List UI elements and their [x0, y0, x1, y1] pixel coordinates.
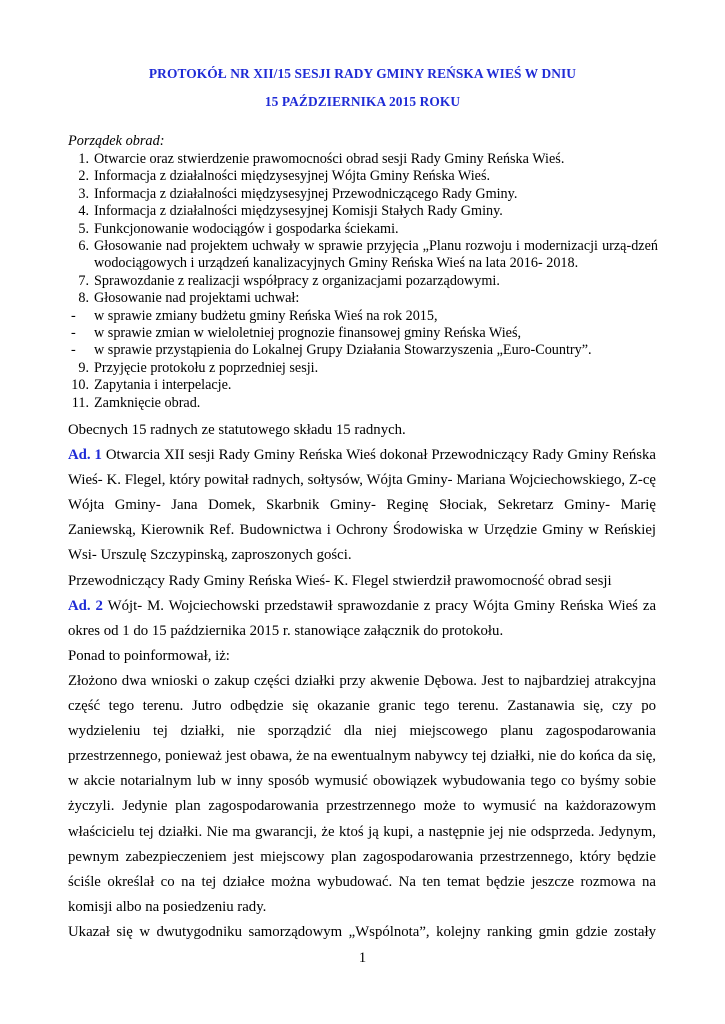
- ad1-text: Otwarcia XII sesji Rady Gminy Reńska Wieś dokonał Przewodniczący Rady Gminy Reńska Wieś- K. Flegel, który powitał radnych, sołtysów, Wójta Gminy- Mariana Wojciechowskiego, Z-cę Wójta Gminy- Jana Domek, Skarbnik Gminy- Reginę Słociak, Sekretarz Gminy- Marię Zaniewską, Kierownik Ref. Budownictwa i Ochrony Środowiska w Urzędzie Gminy w Reńskiej Wsi- Urszulę Szczypinską, zaproszonych gości.: [68, 447, 656, 564]
- agenda-item: [68, 395, 658, 412]
- agenda-item-marker: 3.: [78, 185, 89, 202]
- agenda-item-marker: 10.: [71, 377, 89, 394]
- agenda-item-marker: 1.: [78, 151, 89, 167]
- informed-paragraph: Ponad to poinformował, iż:: [68, 647, 230, 664]
- quorum-paragraph: Przewodniczący Rady Gminy Reńska Wieś- K. Flegel stwierdził prawomocność obrad sesji: [68, 572, 612, 589]
- agenda-item-marker: 7.: [78, 272, 89, 289]
- agenda-item: [68, 168, 658, 185]
- agenda-item-marker: 4.: [78, 203, 89, 220]
- agenda-item-text: w sprawie zmiany budżetu gminy Reńska Wieś na rok 2015,: [94, 307, 438, 324]
- agenda-item-marker: -: [71, 325, 76, 342]
- agenda-item-marker: 9.: [78, 359, 89, 376]
- agenda-item: [68, 342, 658, 359]
- agenda-list: [68, 151, 658, 412]
- agenda-heading: Porządek obrad:: [68, 133, 165, 149]
- agenda-item-text: Przyjęcie protokołu z poprzedniej sesji.: [94, 359, 319, 376]
- page-number: 1: [358, 950, 367, 966]
- agenda-item: [68, 325, 658, 342]
- protocol-title-line-2: 15 PAŹDZIERNIKA 2015 ROKU: [264, 94, 461, 109]
- agenda-item: [68, 308, 658, 325]
- agenda-item-marker: 6.: [78, 238, 89, 255]
- agenda-item-text: Informacja z działalności międzysesyjnej Komisji Stałych Rady Gminy.: [94, 203, 503, 220]
- agenda-item-text: Otwarcie oraz stwierdzenie prawomocności obrad sesji Rady Gminy Reńska Wieś.: [94, 151, 565, 167]
- ad2-paragraph: [68, 594, 656, 644]
- agenda-item-marker: 11.: [71, 394, 89, 411]
- protocol-body: [68, 418, 656, 945]
- agenda-item-text: w sprawie przystąpienia do Lokalnej Grupy Działania Stowarzyszenia „Euro-Country”.: [94, 342, 592, 359]
- agenda-item-text: w sprawie zmian w wieloletniej prognozie finansowej gminy Reńska Wieś,: [94, 325, 522, 342]
- agenda-item: [68, 186, 658, 203]
- agenda-item: [68, 377, 658, 394]
- agenda-item-text: Głosowanie nad projektami uchwał:: [94, 290, 300, 307]
- agenda-item-marker: -: [71, 307, 76, 324]
- ad1-paragraph: [68, 443, 656, 568]
- agenda-item: [68, 203, 658, 220]
- agenda-item-text: Sprawozdanie z realizacji współpracy z organizacjami pozarządowymi.: [94, 272, 500, 289]
- agenda-item-marker: 5.: [78, 220, 89, 237]
- agenda-item: [68, 221, 658, 238]
- agenda-item: [68, 151, 658, 168]
- agenda-item: [68, 290, 658, 307]
- agenda-item-marker: -: [71, 342, 76, 359]
- ad2-label: Ad. 2: [68, 597, 103, 614]
- plot-sale-paragraph: Złożono dwa wnioski o zakup części działki przy akwenie Dębowa. Jest to najbardziej atrakcyjna część tego terenu. Jutro odbędzie się okazanie granic tego terenu. Zastanawia się, czy po wydzieleniu tej działki, nie sporządzić dla niej miejscowego planu zagospodarowania przestrzennego, ponieważ jest obawa, że na ewentualnym nabywcy tej działki, nie do końca da się, w akcie notarialnym lub w inny sposób wymusić obowiązek wybudowania tego co byśmy sobie życzyli. Jedynie plan zagospodarowania przestrzennego może to wymusić na każdorazowym właścicielu tej działki. Nie ma gwarancji, że ktoś ją kupi, a następnie jej nie odsprzeda. Jedynym, pewnym zabezpieczeniem jest miejscowy plan zagospodarowania przestrzennego, który będzie ściśle określał co na tej działce można wybudować. Na ten temat będzie jeszcze rozmowa na komisji albo na posiedzeniu rady.: [68, 672, 656, 915]
- agenda-item: [68, 238, 658, 273]
- agenda-item-text: Informacja z działalności międzysesyjnej Przewodniczącego Rady Gminy.: [94, 185, 518, 202]
- agenda-item: [68, 360, 658, 377]
- agenda-item-text: Zapytania i interpelacje.: [94, 377, 232, 394]
- agenda-item-text: Zamknięcie obrad.: [94, 394, 201, 411]
- agenda-item-marker: 8.: [78, 290, 89, 307]
- protocol-title-line-1: PROTOKÓŁ NR XII/15 SESJI RADY GMINY REŃSKA WIEŚ W DNIU: [148, 66, 577, 81]
- ad2-text: Wójt- M. Wojciechowski przedstawił sprawozdanie z pracy Wójta Gminy Reńska Wieś za okres od 1 do 15 października 2015 r. stanowiące załącznik do protokołu.: [68, 597, 657, 639]
- ad1-label: Ad. 1: [68, 447, 102, 464]
- agenda-item-text: Funkcjonowanie wodociągów i gospodarka ściekami.: [94, 220, 399, 237]
- agenda-item-marker: 2.: [78, 168, 89, 185]
- agenda-item-text: Informacja z działalności międzysesyjnej Wójta Gminy Reńska Wieś.: [94, 168, 491, 185]
- attendance-paragraph: Obecnych 15 radnych ze statutowego składu 15 radnych.: [68, 422, 406, 438]
- ranking-paragraph: Ukazał się w dwutygodniku samorządowym „Wspólnota”, kolejny ranking gmin gdzie zostały: [68, 923, 656, 940]
- agenda-item: [68, 273, 658, 290]
- agenda-item-text: Głosowanie nad projektem uchwały w sprawie przyjęcia „Planu rozwoju i modernizacji urzą-dzeń wodociągowych i urządzeń kanalizacyjnych Gminy Reńska Wieś na lata 2016- 2018.: [94, 238, 658, 272]
